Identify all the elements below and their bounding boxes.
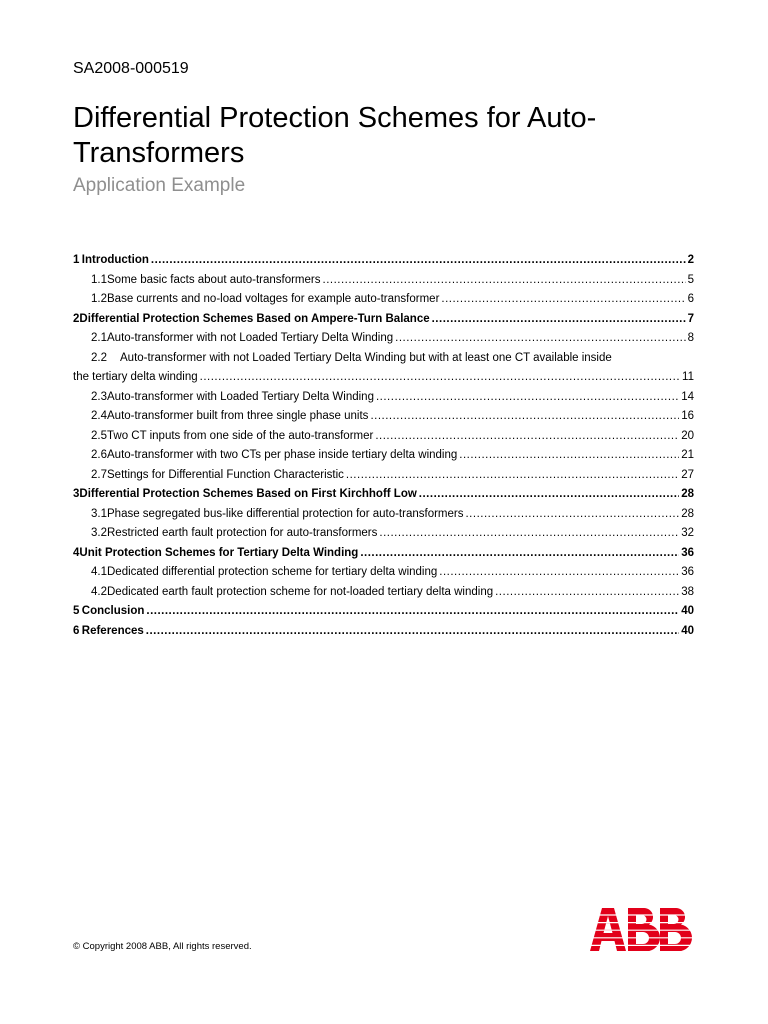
toc-leader-dots (375, 427, 679, 447)
toc-leader-dots (146, 622, 679, 642)
abb-logo (590, 908, 696, 951)
toc-entry[interactable] (73, 251, 694, 271)
toc-leader-dots (346, 466, 679, 486)
toc-entry-number: 4 (73, 546, 80, 559)
toc-entry-page: 5 (687, 273, 694, 286)
toc-entry-label: Unit Protection Schemes for Tertiary Delta Winding (79, 546, 359, 559)
toc-entry[interactable] (73, 505, 694, 525)
toc-leader-dots (200, 368, 680, 388)
toc-leader-dots (151, 251, 686, 271)
document-id: SA2008-000519 (73, 60, 189, 77)
toc-entry-label: Settings for Differential Function Characteristic (107, 468, 344, 481)
toc-entry-number: 2.2 (91, 351, 107, 364)
toc-entry-number: 2.5 (91, 429, 107, 442)
toc-entry-number: 4.2 (91, 585, 107, 598)
toc-leader-dots (146, 602, 679, 622)
toc-leader-dots (439, 563, 679, 583)
toc-leader-dots (465, 505, 679, 525)
document-title: Differential Protection Schemes for Auto-Transformers (73, 102, 597, 169)
toc-entry-number: 2.3 (91, 390, 107, 403)
toc-entry[interactable] (73, 407, 694, 427)
toc-entry-label: Differential Protection Schemes Based on Ampere-Turn Balance (79, 312, 430, 325)
toc-entry-number: 6 (73, 624, 80, 637)
toc-entry[interactable] (73, 290, 694, 310)
copyright-notice: © Copyright 2008 ABB, All rights reserved. (73, 941, 252, 952)
table-of-contents (73, 251, 694, 641)
toc-entry-number: 1 (73, 254, 80, 266)
toc-entry-page: 7 (687, 312, 694, 325)
toc-leader-dots (432, 310, 686, 330)
toc-entry[interactable] (73, 388, 694, 408)
toc-entry-label: Auto-transformer with Loaded Tertiary Delta Winding (107, 390, 374, 403)
toc-entry-page: 32 (681, 527, 694, 539)
toc-entry-label: Two CT inputs from one side of the auto-transformer (107, 429, 374, 442)
toc-entry-page: 11 (682, 371, 694, 383)
toc-entry-label: Conclusion (81, 605, 145, 617)
toc-entry-number: 2 (73, 312, 80, 325)
toc-entry-page: 14 (681, 390, 694, 403)
toc-entry-page: 21 (681, 449, 694, 461)
toc-entry-label: Auto-transformer with not Loaded Tertiary Delta Winding (107, 332, 394, 344)
toc-entry-number: 3.1 (91, 507, 107, 520)
toc-leader-dots (395, 329, 685, 349)
toc-entry-label: Introduction (81, 254, 149, 266)
toc-entry[interactable] (73, 310, 694, 330)
toc-entry-label: Auto-transformer with not Loaded Tertiary Delta Winding but with at least one CT available inside (120, 351, 612, 364)
toc-entry-label: Restricted earth fault protection for auto-transformers (107, 527, 378, 539)
toc-entry-page: 36 (681, 566, 694, 578)
toc-leader-dots (379, 524, 679, 544)
toc-entry[interactable] (73, 271, 694, 291)
toc-leader-dots (419, 485, 679, 505)
toc-entry[interactable] (73, 466, 694, 486)
toc-leader-dots (441, 290, 685, 310)
toc-entry[interactable] (73, 524, 694, 544)
toc-entry-number: 2.7 (91, 468, 107, 481)
toc-entry-label: Some basic facts about auto-transformers (107, 273, 321, 286)
toc-entry[interactable] (73, 446, 694, 466)
toc-entry-label: Base currents and no-load voltages for example auto-transformer (107, 293, 440, 305)
toc-leader-dots (360, 544, 679, 564)
toc-entry[interactable] (73, 329, 694, 349)
document-subtitle: Application Example (73, 175, 246, 196)
toc-entry-number: 4.1 (91, 566, 107, 578)
toc-entry-page: 28 (681, 507, 694, 520)
toc-entry-page: 6 (687, 293, 694, 305)
toc-entry-page: 2 (687, 254, 694, 266)
toc-entry-number: 5 (73, 605, 80, 617)
toc-leader-dots (323, 271, 686, 291)
toc-entry[interactable] (73, 583, 694, 603)
toc-entry-label: Phase segregated bus-like differential protection for auto-transformers (107, 507, 464, 520)
toc-entry[interactable] (73, 485, 694, 505)
toc-entry-number: 1.1 (91, 273, 107, 286)
toc-entry-label: Differential Protection Schemes Based on First Kirchhoff Low (79, 488, 417, 500)
toc-entry-page: 16 (681, 410, 694, 422)
toc-leader-dots (495, 583, 679, 603)
toc-entry-page: 20 (681, 429, 694, 442)
toc-entry-page: 27 (681, 468, 694, 481)
toc-entry[interactable] (73, 563, 694, 583)
toc-entry-page: 38 (681, 585, 694, 598)
toc-entry-number: 3.2 (91, 527, 107, 539)
toc-entry-number: 2.4 (91, 410, 107, 422)
toc-entry-number: 2.1 (91, 332, 107, 344)
toc-leader-dots (459, 446, 679, 466)
toc-entry[interactable] (73, 622, 694, 642)
toc-entry-label: Dedicated differential protection scheme for tertiary delta winding (107, 566, 438, 578)
toc-entry-page: 28 (681, 488, 694, 500)
toc-leader-dots (370, 407, 679, 427)
toc-entry-label: Auto-transformer built from three single phase units (107, 410, 369, 422)
toc-entry-label: Auto-transformer with two CTs per phase inside tertiary delta winding (107, 449, 458, 461)
toc-entry-label-continued: the tertiary delta winding (73, 371, 198, 383)
toc-entry[interactable] (73, 427, 694, 447)
toc-entry-number: 1.2 (91, 293, 107, 305)
toc-entry-label: References (81, 624, 144, 637)
toc-entry[interactable] (73, 602, 694, 622)
toc-entry-label: Dedicated earth fault protection scheme for not-loaded tertiary delta winding (107, 585, 494, 598)
toc-entry[interactable] (73, 349, 694, 388)
toc-entry-page: 40 (681, 624, 694, 637)
toc-entry-page: 8 (687, 332, 694, 344)
toc-entry-page: 40 (681, 605, 694, 617)
toc-leader-dots (376, 388, 679, 408)
toc-entry[interactable] (73, 544, 694, 564)
toc-entry-page: 36 (681, 546, 694, 559)
toc-entry-number: 3 (73, 488, 80, 500)
toc-entry-number: 2.6 (91, 449, 107, 461)
